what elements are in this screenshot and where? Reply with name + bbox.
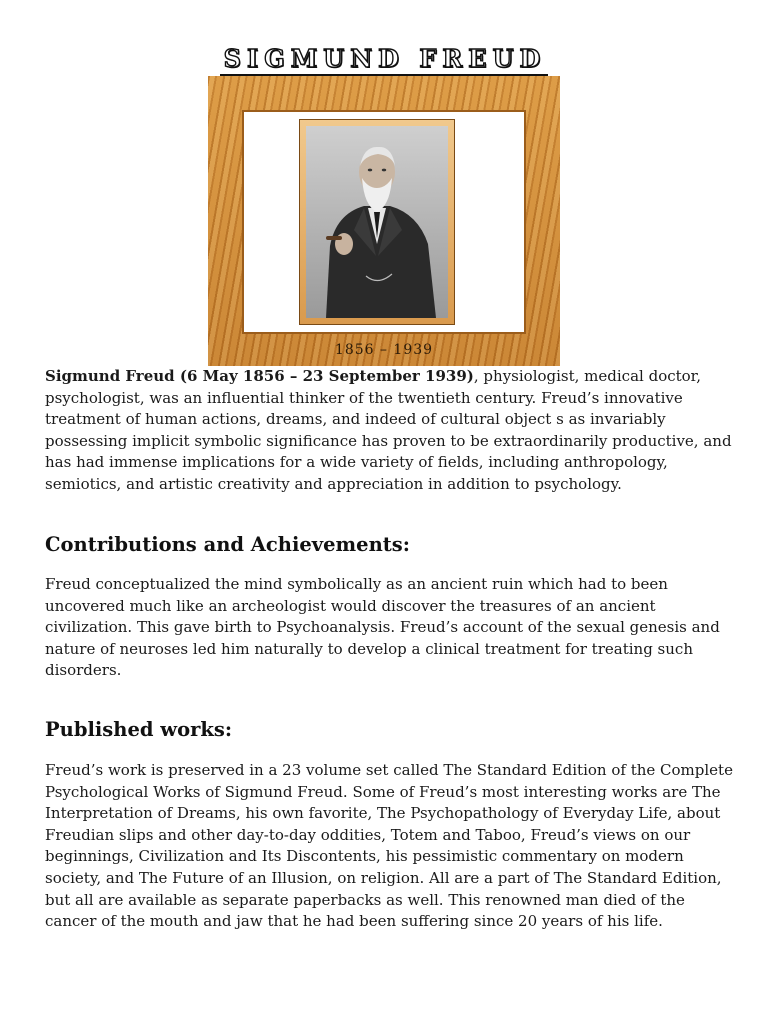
- frame-mat: [242, 110, 526, 334]
- photo-border: [300, 120, 454, 324]
- section-body-contributions: Freud conceptualized the mind symbolically as an ancient ruin which had to been uncovered much like an archeologist would discover the treasures of an ancient civilization. This gave birth to Psychoanalysis. Freud’s account of the sexual genesis and nature of neuroses led him naturally to develop a clinical treatment for treating such disorders.: [45, 575, 720, 680]
- page-title-wrapper: [0, 44, 768, 76]
- page-title: SIGMUND FREUD: [220, 44, 549, 76]
- intro-paragraph: [45, 366, 735, 496]
- intro-bold-lead: Sigmund Freud (6 May 1856 – 23 September 1939): [45, 367, 474, 385]
- section-body-published-works: Freud’s work is preserved in a 23 volume set called The Standard Edition of the Complete Psychological Works of Sigmund Freud. Some of Freud’s most interesting works are The Interpretation of Dreams, his own favorite, The Psychopathology of Everyday Life, about Freudian slips and other day-to-day oddities, Totem and Taboo, Freud’s views on our beginnings, Civilization and Its Discontents, his pessimistic commentary on modern society, and The Future of an Illusion, on religion. All are a part of The Standard Edition, but all are available as separate paperbacks as well. This renowned man died of the cancer of the mouth and jaw that he had been suffering since 20 years of his life.: [45, 761, 733, 931]
- portrait-caption: 1856 – 1939: [334, 342, 434, 358]
- section-heading-published-works: Published works:: [45, 718, 233, 741]
- portrait-illustration: [306, 126, 448, 318]
- intro-text: , physiologist, medical doctor, psychologist, was an influential thinker of the twentieth century. Freud’s innovative treatment of human actions, dreams, and indeed of cultural object s as invariably possessing implicit symbolic significance has proven to be extraordinarily productive, and has had immense implications for a wide variety of fields, including anthropology, semiotics, and artistic creativity and appreciation in addition to psychology.: [45, 367, 732, 493]
- section-heading-contributions: Contributions and Achievements:: [45, 533, 410, 556]
- wooden-picture-frame: [208, 76, 560, 366]
- portrait-photo: [306, 126, 448, 318]
